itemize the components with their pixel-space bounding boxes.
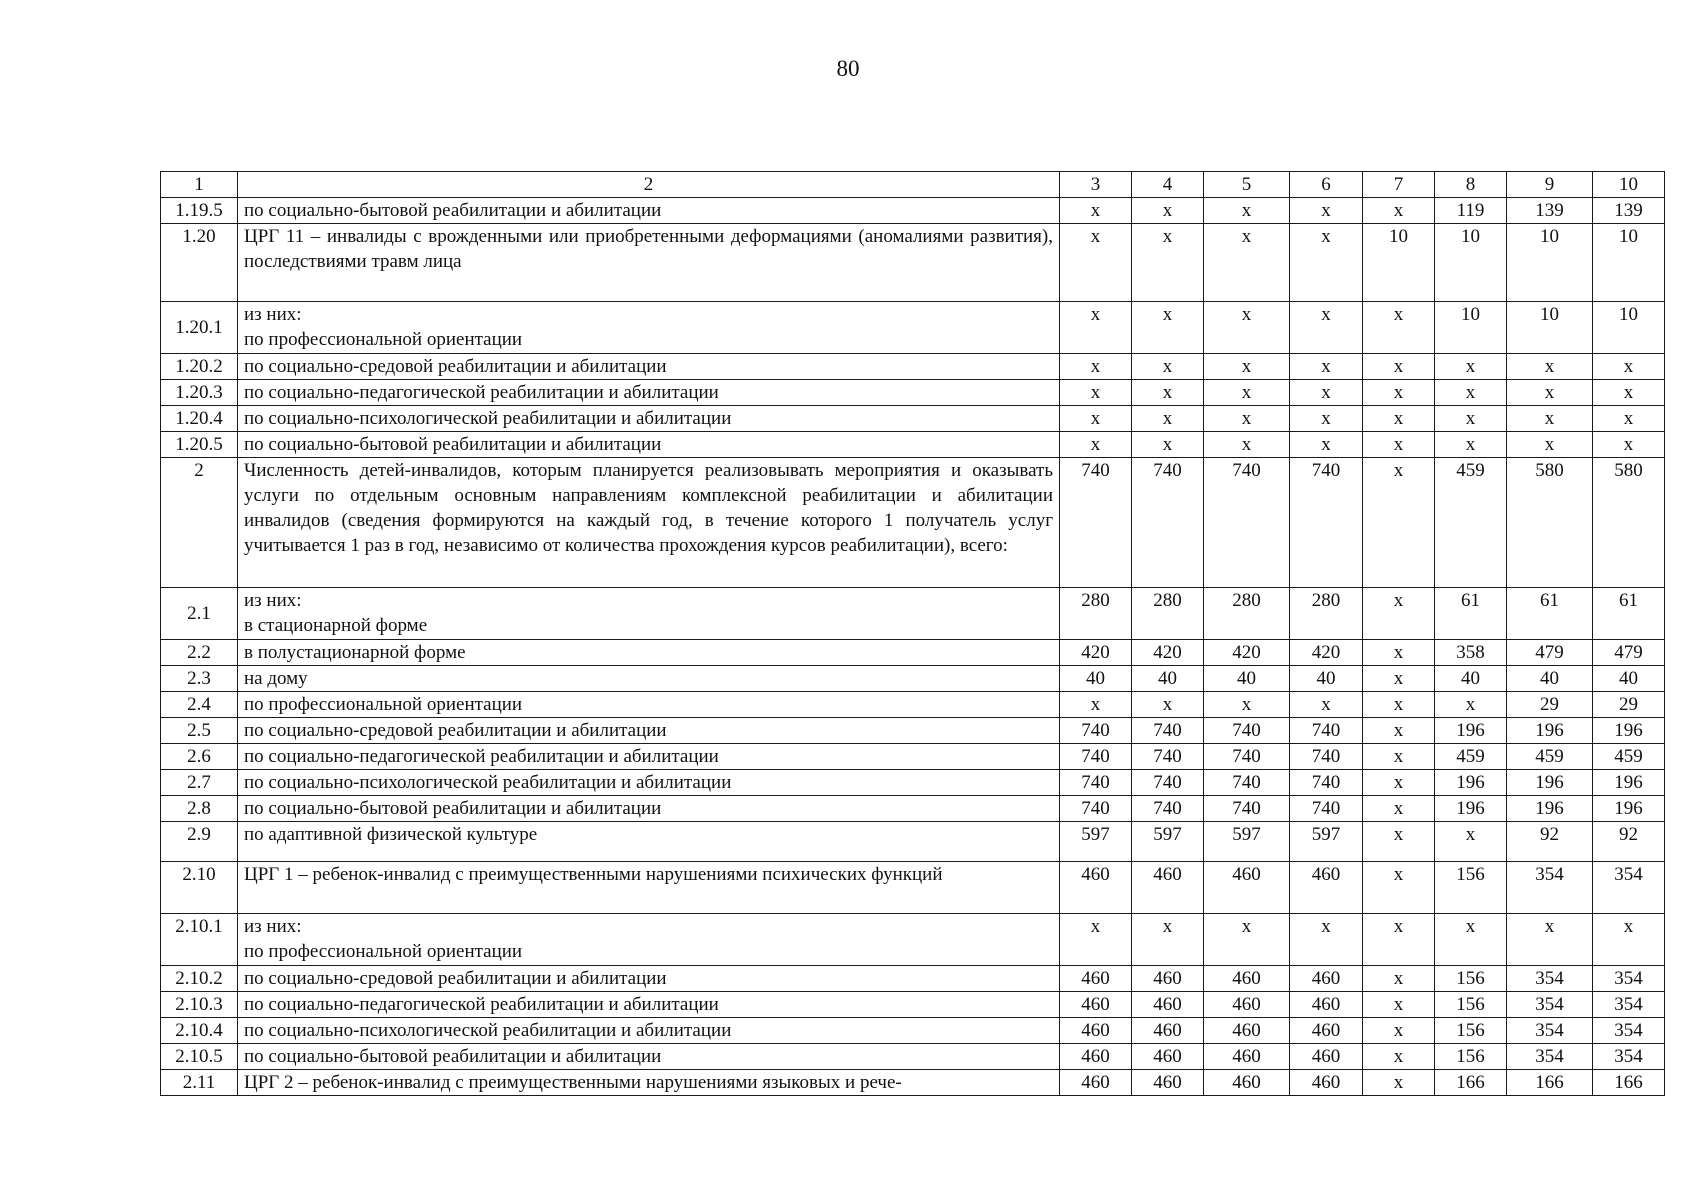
value-cell: 40: [1290, 666, 1363, 692]
value-cell: 460: [1060, 1018, 1132, 1044]
value-cell: 580: [1593, 458, 1665, 588]
row-description-cell: из них: по профессиональной ориентации: [238, 302, 1060, 354]
row-number-cell: 2.2: [161, 640, 238, 666]
row-description-cell: по социально-психологической реабилитации и абилитации: [238, 1018, 1060, 1044]
value-cell: 358: [1435, 640, 1507, 666]
row-description-cell: по социально-бытовой реабилитации и абилитации: [238, 198, 1060, 224]
value-cell: 460: [1204, 1070, 1290, 1096]
row-number-cell: 2.1: [161, 588, 238, 640]
value-cell: 156: [1435, 966, 1507, 992]
table-row: [161, 1070, 1665, 1096]
value-cell: 460: [1060, 966, 1132, 992]
table-row: [161, 406, 1665, 432]
row-description-cell: ЦРГ 11 – инвалиды с врожденными или приобретенными деформациями (аномалиями развития), последствиями травм лица: [238, 224, 1060, 302]
value-cell: 29: [1507, 692, 1593, 718]
value-cell: х: [1060, 198, 1132, 224]
value-cell: 460: [1060, 862, 1132, 914]
value-cell: х: [1363, 1070, 1435, 1096]
value-cell: 40: [1060, 666, 1132, 692]
value-cell: 460: [1290, 1044, 1363, 1070]
value-cell: 420: [1290, 640, 1363, 666]
value-cell: х: [1204, 354, 1290, 380]
value-cell: х: [1132, 224, 1204, 302]
value-cell: 460: [1204, 1044, 1290, 1070]
value-cell: 460: [1060, 992, 1132, 1018]
value-cell: 740: [1060, 458, 1132, 588]
header-cell: 8: [1435, 172, 1507, 198]
value-cell: 156: [1435, 992, 1507, 1018]
table-row: [161, 224, 1665, 302]
value-cell: х: [1204, 380, 1290, 406]
header-cell: 9: [1507, 172, 1593, 198]
value-cell: 196: [1435, 796, 1507, 822]
value-cell: 196: [1593, 718, 1665, 744]
value-cell: 196: [1507, 770, 1593, 796]
value-cell: 10: [1507, 224, 1593, 302]
row-number-cell: 2.5: [161, 718, 238, 744]
table-row: [161, 914, 1665, 966]
value-cell: 10: [1435, 302, 1507, 354]
table-row: [161, 718, 1665, 744]
value-cell: х: [1507, 432, 1593, 458]
table-row: [161, 198, 1665, 224]
value-cell: 61: [1507, 588, 1593, 640]
value-cell: х: [1363, 718, 1435, 744]
value-cell: 10: [1363, 224, 1435, 302]
value-cell: 460: [1290, 1070, 1363, 1096]
value-cell: 479: [1507, 640, 1593, 666]
table-row: [161, 692, 1665, 718]
value-cell: х: [1593, 406, 1665, 432]
value-cell: х: [1435, 914, 1507, 966]
row-description-cell: по социально-бытовой реабилитации и абилитации: [238, 1044, 1060, 1070]
row-number-cell: 2.10.5: [161, 1044, 238, 1070]
value-cell: 740: [1290, 770, 1363, 796]
value-cell: х: [1290, 354, 1363, 380]
value-cell: х: [1204, 302, 1290, 354]
value-cell: х: [1363, 770, 1435, 796]
value-cell: 740: [1132, 744, 1204, 770]
value-cell: х: [1060, 432, 1132, 458]
value-cell: 280: [1060, 588, 1132, 640]
row-number-cell: 1.20: [161, 224, 238, 302]
value-cell: 139: [1507, 198, 1593, 224]
value-cell: 420: [1204, 640, 1290, 666]
value-cell: 354: [1593, 1018, 1665, 1044]
table-row: [161, 302, 1665, 354]
value-cell: х: [1507, 914, 1593, 966]
value-cell: х: [1132, 302, 1204, 354]
row-number-cell: 2.8: [161, 796, 238, 822]
header-cell: 1: [161, 172, 238, 198]
value-cell: х: [1593, 914, 1665, 966]
row-description-cell: по адаптивной физической культуре: [238, 822, 1060, 862]
value-cell: х: [1593, 432, 1665, 458]
table-row: [161, 966, 1665, 992]
table-row: [161, 458, 1665, 588]
value-cell: 740: [1290, 458, 1363, 588]
table-row: [161, 432, 1665, 458]
value-cell: х: [1204, 692, 1290, 718]
row-number-cell: 2.3: [161, 666, 238, 692]
value-cell: 460: [1132, 1018, 1204, 1044]
value-cell: 196: [1507, 796, 1593, 822]
value-cell: х: [1060, 406, 1132, 432]
value-cell: 166: [1435, 1070, 1507, 1096]
table-row: [161, 862, 1665, 914]
value-cell: х: [1363, 992, 1435, 1018]
table-row: [161, 666, 1665, 692]
row-number-cell: 1.20.4: [161, 406, 238, 432]
table-row: [161, 380, 1665, 406]
value-cell: 354: [1507, 1018, 1593, 1044]
row-number-cell: 2.6: [161, 744, 238, 770]
value-cell: х: [1132, 432, 1204, 458]
value-cell: х: [1363, 640, 1435, 666]
value-cell: 354: [1593, 992, 1665, 1018]
value-cell: х: [1363, 914, 1435, 966]
value-cell: х: [1363, 354, 1435, 380]
value-cell: 354: [1507, 1044, 1593, 1070]
value-cell: 597: [1204, 822, 1290, 862]
row-number-cell: 2: [161, 458, 238, 588]
row-number-cell: 2.4: [161, 692, 238, 718]
row-description-cell: по социально-средовой реабилитации и абилитации: [238, 718, 1060, 744]
value-cell: 460: [1132, 862, 1204, 914]
row-number-cell: 1.20.3: [161, 380, 238, 406]
value-cell: 40: [1204, 666, 1290, 692]
table-row: [161, 822, 1665, 862]
value-cell: х: [1060, 354, 1132, 380]
header-cell: 6: [1290, 172, 1363, 198]
value-cell: 460: [1132, 1070, 1204, 1096]
value-cell: х: [1363, 1044, 1435, 1070]
header-cell: 7: [1363, 172, 1435, 198]
header-cell: 5: [1204, 172, 1290, 198]
value-cell: 740: [1132, 796, 1204, 822]
value-cell: 166: [1507, 1070, 1593, 1096]
value-cell: 156: [1435, 862, 1507, 914]
value-cell: х: [1507, 406, 1593, 432]
value-cell: 92: [1507, 822, 1593, 862]
value-cell: х: [1204, 198, 1290, 224]
row-description-cell: Численность детей-инвалидов, которым планируется реализовывать мероприятия и оказывать услуги по отдельным основным направлениям комплексной реабилитации и абилитации инвалидов (сведения формируются на каждый год, в течение которого 1 получатель услуг учитывается 1 раз в год, независимо от количества прохождения курсов реабилитации), всего:: [238, 458, 1060, 588]
row-description-cell: по социально-педагогической реабилитации и абилитации: [238, 992, 1060, 1018]
row-description-cell: на дому: [238, 666, 1060, 692]
value-cell: х: [1507, 354, 1593, 380]
value-cell: 460: [1290, 992, 1363, 1018]
table-row: [161, 1044, 1665, 1070]
value-cell: 29: [1593, 692, 1665, 718]
value-cell: х: [1132, 406, 1204, 432]
value-cell: 196: [1593, 770, 1665, 796]
value-cell: 740: [1132, 718, 1204, 744]
value-cell: 460: [1060, 1044, 1132, 1070]
value-cell: 460: [1132, 966, 1204, 992]
value-cell: 580: [1507, 458, 1593, 588]
row-number-cell: 1.19.5: [161, 198, 238, 224]
row-description-cell: по социально-бытовой реабилитации и абилитации: [238, 432, 1060, 458]
value-cell: х: [1290, 692, 1363, 718]
value-cell: х: [1290, 380, 1363, 406]
value-cell: х: [1204, 406, 1290, 432]
table-row: [161, 640, 1665, 666]
row-number-cell: 2.10.2: [161, 966, 238, 992]
table-row: [161, 354, 1665, 380]
table-body: [161, 172, 1665, 1096]
value-cell: х: [1132, 380, 1204, 406]
value-cell: 459: [1593, 744, 1665, 770]
header-cell: 2: [238, 172, 1060, 198]
value-cell: х: [1132, 354, 1204, 380]
row-description-cell: по социально-психологической реабилитации и абилитации: [238, 770, 1060, 796]
value-cell: х: [1435, 692, 1507, 718]
value-cell: х: [1507, 380, 1593, 406]
value-cell: 460: [1132, 992, 1204, 1018]
value-cell: 119: [1435, 198, 1507, 224]
page-number: 80: [836, 56, 860, 81]
table-row: [161, 744, 1665, 770]
value-cell: 459: [1507, 744, 1593, 770]
table-row: [161, 796, 1665, 822]
value-cell: х: [1363, 666, 1435, 692]
row-description-cell: по социально-педагогической реабилитации и абилитации: [238, 380, 1060, 406]
row-description-cell: из них: по профессиональной ориентации: [238, 914, 1060, 966]
table-row: [161, 1018, 1665, 1044]
value-cell: 10: [1435, 224, 1507, 302]
row-number-cell: 2.10.1: [161, 914, 238, 966]
value-cell: 196: [1593, 796, 1665, 822]
value-cell: 420: [1132, 640, 1204, 666]
value-cell: 459: [1435, 744, 1507, 770]
value-cell: х: [1363, 1018, 1435, 1044]
value-cell: 156: [1435, 1044, 1507, 1070]
value-cell: 460: [1060, 1070, 1132, 1096]
value-cell: 10: [1593, 302, 1665, 354]
value-cell: х: [1363, 744, 1435, 770]
value-cell: х: [1060, 692, 1132, 718]
value-cell: х: [1290, 914, 1363, 966]
value-cell: 280: [1290, 588, 1363, 640]
value-cell: х: [1435, 380, 1507, 406]
value-cell: 354: [1593, 966, 1665, 992]
value-cell: 460: [1290, 1018, 1363, 1044]
value-cell: х: [1132, 692, 1204, 718]
value-cell: 10: [1507, 302, 1593, 354]
value-cell: х: [1593, 380, 1665, 406]
row-number-cell: 1.20.5: [161, 432, 238, 458]
value-cell: 460: [1132, 1044, 1204, 1070]
value-cell: 740: [1290, 718, 1363, 744]
value-cell: 460: [1204, 966, 1290, 992]
value-cell: х: [1435, 406, 1507, 432]
value-cell: х: [1204, 914, 1290, 966]
row-number-cell: 2.9: [161, 822, 238, 862]
value-cell: х: [1060, 224, 1132, 302]
value-cell: х: [1363, 822, 1435, 862]
value-cell: 354: [1507, 862, 1593, 914]
value-cell: х: [1363, 588, 1435, 640]
row-description-cell: по социально-педагогической реабилитации и абилитации: [238, 744, 1060, 770]
value-cell: 354: [1593, 1044, 1665, 1070]
value-cell: 460: [1290, 966, 1363, 992]
value-cell: 460: [1290, 862, 1363, 914]
value-cell: х: [1363, 458, 1435, 588]
value-cell: 479: [1593, 640, 1665, 666]
value-cell: 40: [1593, 666, 1665, 692]
value-cell: 740: [1060, 744, 1132, 770]
row-description-cell: ЦРГ 1 – ребенок-инвалид с преимущественными нарушениями психических функций: [238, 862, 1060, 914]
header-cell: 3: [1060, 172, 1132, 198]
row-number-cell: 1.20.2: [161, 354, 238, 380]
value-cell: 280: [1132, 588, 1204, 640]
value-cell: 597: [1060, 822, 1132, 862]
value-cell: 354: [1593, 862, 1665, 914]
value-cell: 740: [1290, 744, 1363, 770]
value-cell: 740: [1060, 770, 1132, 796]
table-row: [161, 770, 1665, 796]
row-description-cell: из них: в стационарной форме: [238, 588, 1060, 640]
value-cell: 740: [1132, 458, 1204, 588]
value-cell: х: [1435, 354, 1507, 380]
value-cell: 40: [1435, 666, 1507, 692]
row-description-cell: по социально-средовой реабилитации и абилитации: [238, 966, 1060, 992]
value-cell: х: [1363, 406, 1435, 432]
value-cell: 740: [1290, 796, 1363, 822]
row-number-cell: 2.7: [161, 770, 238, 796]
table-row: [161, 588, 1665, 640]
value-cell: х: [1290, 198, 1363, 224]
value-cell: х: [1435, 432, 1507, 458]
value-cell: 597: [1132, 822, 1204, 862]
row-number-cell: 2.10.4: [161, 1018, 238, 1044]
value-cell: 740: [1204, 796, 1290, 822]
value-cell: х: [1290, 432, 1363, 458]
value-cell: х: [1060, 914, 1132, 966]
value-cell: х: [1204, 432, 1290, 458]
table-header-row: [161, 172, 1665, 198]
value-cell: х: [1204, 224, 1290, 302]
value-cell: 740: [1060, 718, 1132, 744]
value-cell: х: [1363, 692, 1435, 718]
value-cell: 61: [1593, 588, 1665, 640]
data-table: [160, 171, 1665, 1096]
value-cell: 740: [1204, 770, 1290, 796]
value-cell: х: [1363, 862, 1435, 914]
value-cell: 460: [1204, 992, 1290, 1018]
value-cell: 139: [1593, 198, 1665, 224]
value-cell: х: [1363, 796, 1435, 822]
value-cell: х: [1290, 302, 1363, 354]
value-cell: 740: [1204, 744, 1290, 770]
value-cell: х: [1132, 914, 1204, 966]
value-cell: 597: [1290, 822, 1363, 862]
value-cell: х: [1132, 198, 1204, 224]
value-cell: 196: [1435, 770, 1507, 796]
table-row: [161, 992, 1665, 1018]
value-cell: х: [1363, 302, 1435, 354]
value-cell: 460: [1204, 862, 1290, 914]
value-cell: 166: [1593, 1070, 1665, 1096]
value-cell: х: [1060, 302, 1132, 354]
value-cell: 196: [1435, 718, 1507, 744]
row-number-cell: 1.20.1: [161, 302, 238, 354]
row-number-cell: 2.10.3: [161, 992, 238, 1018]
value-cell: 740: [1060, 796, 1132, 822]
value-cell: 40: [1132, 666, 1204, 692]
value-cell: 459: [1435, 458, 1507, 588]
value-cell: х: [1363, 432, 1435, 458]
value-cell: х: [1593, 354, 1665, 380]
value-cell: х: [1363, 380, 1435, 406]
value-cell: х: [1363, 198, 1435, 224]
row-description-cell: по социально-средовой реабилитации и абилитации: [238, 354, 1060, 380]
value-cell: 280: [1204, 588, 1290, 640]
value-cell: 156: [1435, 1018, 1507, 1044]
value-cell: 196: [1507, 718, 1593, 744]
value-cell: 740: [1204, 718, 1290, 744]
value-cell: х: [1363, 966, 1435, 992]
row-description-cell: в полустационарной форме: [238, 640, 1060, 666]
row-description-cell: по социально-психологической реабилитации и абилитации: [238, 406, 1060, 432]
header-cell: 10: [1593, 172, 1665, 198]
row-number-cell: 2.11: [161, 1070, 238, 1096]
value-cell: 61: [1435, 588, 1507, 640]
value-cell: 10: [1593, 224, 1665, 302]
value-cell: 354: [1507, 992, 1593, 1018]
header-cell: 4: [1132, 172, 1204, 198]
row-description-cell: ЦРГ 2 – ребенок-инвалид с преимущественными нарушениями языковых и рече-: [238, 1070, 1060, 1096]
row-number-cell: 2.10: [161, 862, 238, 914]
value-cell: х: [1060, 380, 1132, 406]
value-cell: х: [1435, 822, 1507, 862]
value-cell: 740: [1204, 458, 1290, 588]
row-description-cell: по профессиональной ориентации: [238, 692, 1060, 718]
value-cell: 92: [1593, 822, 1665, 862]
value-cell: 420: [1060, 640, 1132, 666]
value-cell: х: [1290, 406, 1363, 432]
value-cell: х: [1290, 224, 1363, 302]
value-cell: 354: [1507, 966, 1593, 992]
value-cell: 40: [1507, 666, 1593, 692]
value-cell: 460: [1204, 1018, 1290, 1044]
value-cell: 740: [1132, 770, 1204, 796]
row-description-cell: по социально-бытовой реабилитации и абилитации: [238, 796, 1060, 822]
